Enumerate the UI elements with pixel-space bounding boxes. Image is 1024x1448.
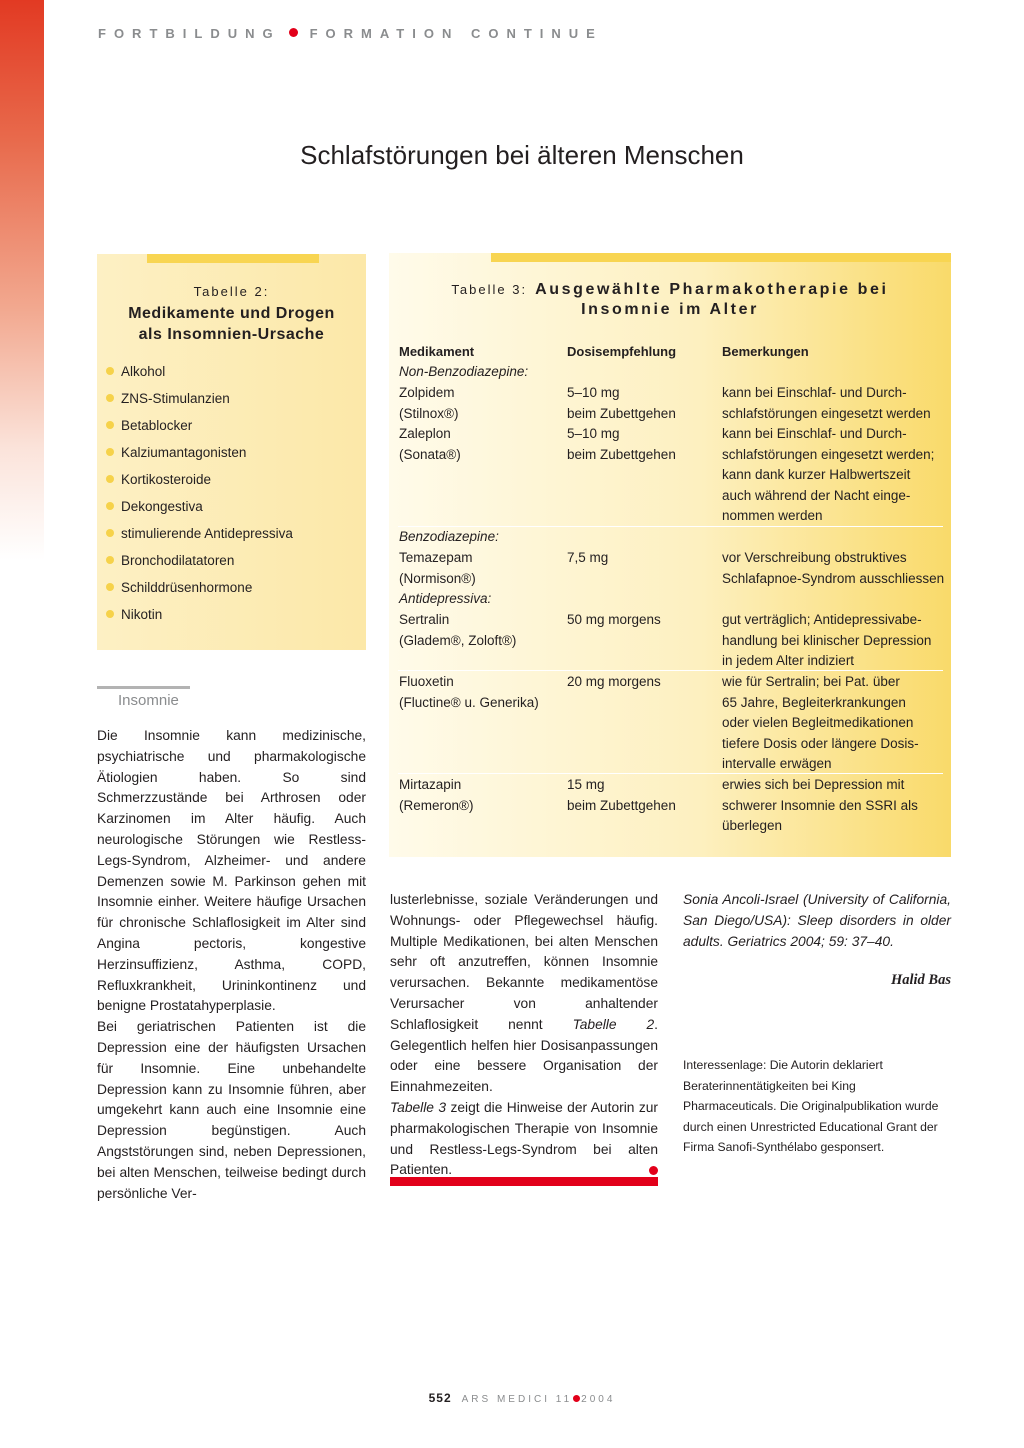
table2-heading xyxy=(97,303,366,345)
table-cell-dose: 5–10 mg beim Zubettgehen xyxy=(567,426,676,462)
list-item xyxy=(106,443,293,470)
table3-tab xyxy=(491,253,951,262)
bullet-icon xyxy=(106,556,114,564)
bullet-icon xyxy=(106,421,114,429)
list-item-label: ZNS-Stimulanzien xyxy=(121,391,230,406)
list-item xyxy=(106,497,293,524)
text-column-3 xyxy=(683,890,951,952)
running-header-left: FORTBILDUNG xyxy=(98,26,281,41)
list-item-label: Schilddrüsenhormone xyxy=(121,580,253,595)
list-item-label: Dekongestiva xyxy=(121,499,203,514)
table-cell-drug: Mirtazapin (Remeron®) xyxy=(399,777,474,813)
paragraph: lusterlebnisse, soziale Veränderungen und Wohnungs- oder Pflegewechsel häufig. Multiple Medikationen, bei alten Menschen sehr oft anzutreffen, können Insomnie verursachen. Bekannte medikamentöse Verursacher von anhaltender Schlaflosigkeit nennt Tabelle 2. Gelegentlich helfen hier Dosisanpassungen oder eine bessere Organisation der Einnahmezeiten. Tabelle 3 zeigt die Hinweise der Autorin zur pharmakologischen Therapie von Insomnie und Restless-Legs-Syndrom bei alten Patienten. xyxy=(390,892,659,1178)
header-dot-icon xyxy=(289,28,298,37)
table-group-label: Benzodiazepine: xyxy=(399,529,499,544)
table-cell-dose: 15 mg beim Zubettgehen xyxy=(567,777,676,813)
table-header-drug: Medikament xyxy=(399,344,475,359)
bullet-icon xyxy=(106,448,114,456)
reference: Sonia Ancoli-Israel (University of California, San Diego/USA): Sleep disorders in older adults. Geriatrics 2004; 59: 37–40. xyxy=(683,892,951,949)
journal-year: 2004 xyxy=(581,1394,616,1405)
interest-disclosure xyxy=(683,1055,951,1158)
table2-tab xyxy=(147,254,319,263)
text-column-2 xyxy=(390,890,658,1181)
end-mark-icon xyxy=(649,1166,658,1175)
list-item-label: Bronchodilatatoren xyxy=(121,553,235,568)
text-column-1 xyxy=(97,726,366,1204)
table2-heading-line1: Medikamente und Drogen xyxy=(128,305,335,322)
table-header-remark: Bemerkungen xyxy=(722,344,809,359)
disclosure-text: Interessenlage: Die Autorin deklariert Beraterinnentätigkeiten bei King Pharmaceuticals. Die Originalpublikation wurde durch einen Unrestricted Educational Grant der Firma Sanofi-Synthélabo gesponsert. xyxy=(683,1058,939,1155)
table2-list xyxy=(106,362,293,632)
table-reference: Tabelle 2 xyxy=(572,1016,655,1032)
list-item xyxy=(106,389,293,416)
list-item xyxy=(106,362,293,389)
table3-title-line2: Insomnie im Alter xyxy=(581,301,759,318)
red-divider-bar xyxy=(390,1177,658,1186)
bullet-icon xyxy=(106,529,114,537)
list-item-label: Kortikosteroide xyxy=(121,472,212,487)
page-number: 552 xyxy=(428,1391,452,1405)
table-row-divider xyxy=(398,670,943,671)
table-cell-dose: 5–10 mg beim Zubettgehen xyxy=(567,385,676,421)
table3-caption xyxy=(389,280,951,320)
list-item-label: Nikotin xyxy=(121,607,163,622)
list-item-label: Betablocker xyxy=(121,418,193,433)
table3-label: Tabelle 3: xyxy=(451,282,528,297)
table-cell-remark: vor Verschreibung obstruktives Schlafapnoe-Syndrom ausschliessen xyxy=(722,550,945,586)
table-cell-remark: kann bei Einschlaf- und Durch- schlafstörungen eingesetzt werden; kann dank kurzer Halbwertszeit auch während der Nacht einge- nommen werden xyxy=(722,426,935,524)
bullet-icon xyxy=(106,367,114,375)
table-cell-dose: 20 mg morgens xyxy=(567,674,661,689)
decorative-edge-gradient xyxy=(0,0,44,560)
table-group-label: Non-Benzodiazepine: xyxy=(399,364,529,379)
table2-heading-line2: als Insomnien-Ursache xyxy=(138,326,325,343)
list-item-label: Alkohol xyxy=(121,364,166,379)
bullet-icon xyxy=(106,502,114,510)
bullet-icon xyxy=(106,394,114,402)
list-item xyxy=(106,605,293,632)
author: Halid Bas xyxy=(890,972,951,988)
bullet-icon xyxy=(106,610,114,618)
table-cell-remark: kann bei Einschlaf- und Durch- schlafstörungen eingesetzt werden xyxy=(722,385,931,421)
bullet-icon xyxy=(106,475,114,483)
list-item-label: Kalziumantagonisten xyxy=(121,445,247,460)
table-cell-drug: Fluoxetin (Fluctine® u. Generika) xyxy=(399,674,539,710)
section-heading: Insomnie xyxy=(118,692,179,709)
table-cell-dose: 7,5 mg xyxy=(567,550,609,565)
paragraph: Die Insomnie kann medizinische, psychiatrische und pharmakologische Ätiologien haben. So sind Schmerzzustände bei Arthrosen oder Karzinomen im Alter häufig. Auch neurologische Störungen wie Restless-Legs-Syndrom, Alzheimer- und andere Demenzen sowie M. Parkinson gehen mit Insomnie einher. Weitere häufige Ursachen für chronische Schlaflosigkeit im Alter sind Angina pectoris, kongestive Herzinsuffizienz, Asthma, COPD, Refluxkrankheit, Urininkontinenz und benigne Prostatahyperplasie. xyxy=(97,728,366,1014)
table-cell-drug: Temazepam (Normison®) xyxy=(399,550,476,586)
running-header xyxy=(98,26,603,41)
table-cell-remark: erwies sich bei Depression mit schwerer Insomnie den SSRI als überlegen xyxy=(722,777,918,834)
table-cell-dose: 50 mg morgens xyxy=(567,612,661,627)
table-cell-drug: Sertralin (Gladem®, Zoloft®) xyxy=(399,612,517,648)
table-reference: Tabelle 3 xyxy=(390,1099,447,1115)
list-item-label: stimulierende Antidepressiva xyxy=(121,526,293,541)
list-item xyxy=(106,578,293,605)
list-item xyxy=(106,470,293,497)
table-group-label: Antidepressiva: xyxy=(399,591,492,606)
table3-title-line1: Ausgewählte Pharmakotherapie bei xyxy=(535,281,889,298)
list-item xyxy=(106,524,293,551)
footer xyxy=(0,1391,1024,1405)
footer-dot-icon xyxy=(573,1395,580,1402)
paragraph: Bei geriatrischen Patienten ist die Depression eine der häufigsten Ursachen für Insomnie. Eine unbehandelte Depression kann zu Insomnie führen, aber umgekehrt kann auch eine Insomnie eine Depression begünstigen. Auch Angststörungen sind, neben Depressionen, bei alten Menschen, teilweise bedingt durch persönliche Ver- xyxy=(97,1019,366,1201)
table-row-divider xyxy=(398,773,943,774)
bullet-icon xyxy=(106,583,114,591)
table-cell-remark: wie für Sertralin; bei Pat. über 65 Jahre, Begleiterkrankungen oder vielen Begleitmedikationen tiefere Dosis oder längere Dosis- intervalle erwägen xyxy=(722,674,919,772)
table-cell-drug: Zolpidem (Stilnox®) xyxy=(399,385,459,421)
table-cell-drug: Zaleplon (Sonata®) xyxy=(399,426,461,462)
journal-name: ARS MEDICI 11 xyxy=(461,1394,573,1405)
table-cell-remark: gut verträglich; Antidepressivabe- handlung bei klinischer Depression in jedem Alter indiziert xyxy=(722,612,932,669)
table2-label: Tabelle 2: xyxy=(193,284,270,299)
list-item xyxy=(106,416,293,443)
section-rule xyxy=(97,686,190,689)
table-header-dose: Dosisempfehlung xyxy=(567,344,677,359)
running-header-right: FORMATION CONTINUE xyxy=(309,26,603,41)
page-title: Schlafstörungen bei älteren Menschen xyxy=(300,140,744,170)
list-item xyxy=(106,551,293,578)
